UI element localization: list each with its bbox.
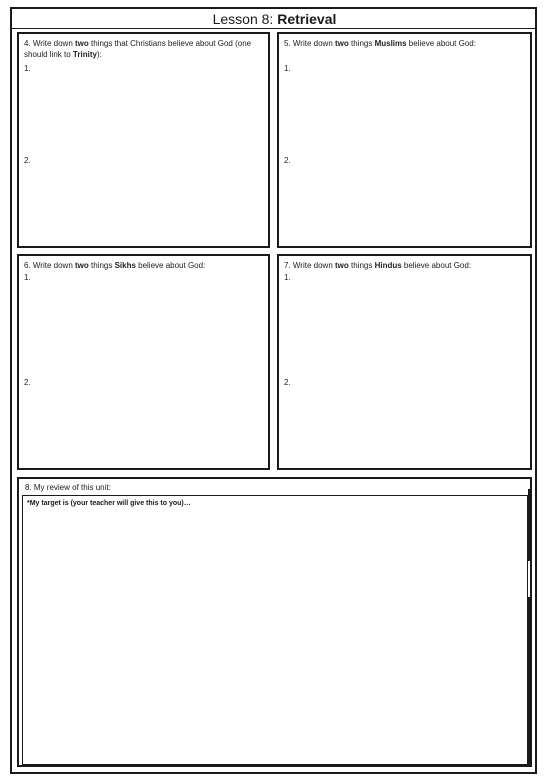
q6-bold-a: two xyxy=(74,261,89,270)
q4-text-c: ): xyxy=(96,50,102,59)
question-5-prompt xyxy=(284,38,509,49)
question-5-item-1: 1. xyxy=(284,64,291,73)
q7-text-a: 7. Write down xyxy=(284,261,335,270)
review-label: 8. My review of this unit: xyxy=(25,483,111,492)
q7-bold-a: two xyxy=(334,261,349,270)
q6-text-b: things xyxy=(88,261,115,270)
question-6-box[interactable] xyxy=(17,254,270,470)
page-title xyxy=(0,10,549,28)
q7-text-b: things xyxy=(348,261,375,270)
q5-text-c: believe about God: xyxy=(406,39,476,48)
question-6-item-1: 1. xyxy=(24,273,31,282)
target-answer-area[interactable] xyxy=(22,495,528,765)
q6-bold-b: Sikhs xyxy=(114,261,136,270)
edge-mark-lower xyxy=(528,597,530,765)
question-4-item-2: 2. xyxy=(24,156,31,165)
q7-bold-b: Hindus xyxy=(374,261,402,270)
target-label: *My target is (your teacher will give this to you)… xyxy=(27,500,191,507)
question-4-item-1: 1. xyxy=(24,64,31,73)
q4-text-a: 4. Write down xyxy=(24,39,75,48)
q5-text-a: 5. Write down xyxy=(284,39,335,48)
question-4-box[interactable] xyxy=(17,32,270,248)
question-7-prompt xyxy=(284,260,529,271)
q4-text-b: things that Christians believe about God (one should link to xyxy=(24,39,252,59)
question-7-item-1: 1. xyxy=(284,273,291,282)
q5-text-b: things xyxy=(348,39,375,48)
q5-bold-a: two xyxy=(334,39,349,48)
q6-text-c: believe about God: xyxy=(135,261,206,270)
question-5-box[interactable] xyxy=(277,32,532,248)
q6-text-a: 6. Write down xyxy=(24,261,75,270)
question-7-box[interactable] xyxy=(277,254,532,470)
title-prefix: Lesson 8: xyxy=(212,11,278,27)
review-box xyxy=(17,477,532,767)
question-6-prompt xyxy=(24,260,264,271)
q7-text-c: believe about God: xyxy=(401,261,472,270)
title-divider xyxy=(10,28,537,29)
question-5-item-2: 2. xyxy=(284,156,291,165)
question-6-item-2: 2. xyxy=(24,378,31,387)
q5-bold-b: Muslims xyxy=(374,39,407,48)
q4-bold-b: Trinity xyxy=(72,50,97,59)
title-bold: Retrieval xyxy=(277,11,337,27)
question-4-prompt xyxy=(24,38,254,60)
q4-bold-a: two xyxy=(74,39,89,48)
question-7-item-2: 2. xyxy=(284,378,291,387)
edge-mark-upper xyxy=(528,489,530,561)
